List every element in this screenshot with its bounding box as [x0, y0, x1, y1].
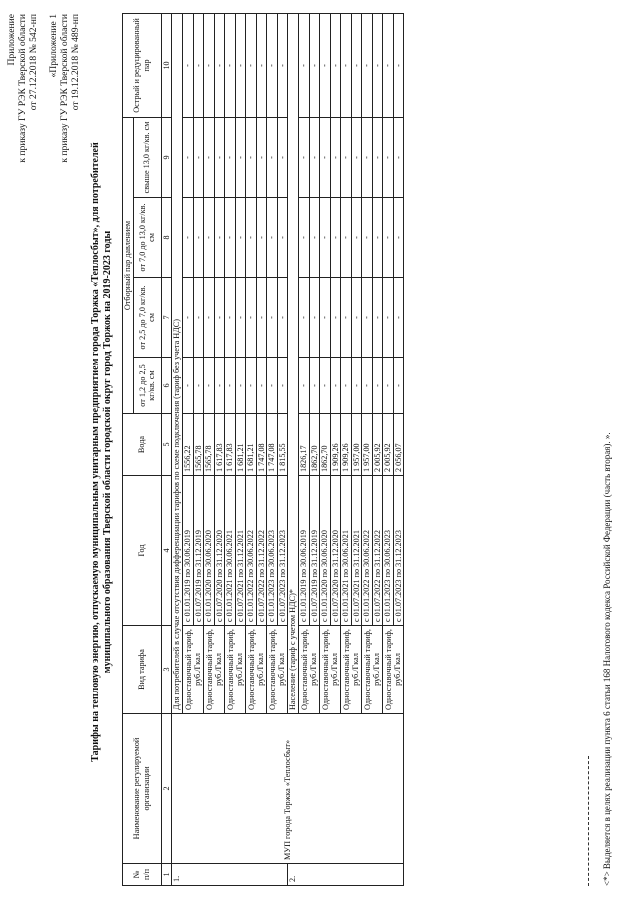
empty-value: -: [320, 13, 331, 117]
empty-value: -: [299, 13, 310, 117]
empty-value: -: [372, 198, 383, 278]
empty-value: -: [183, 278, 194, 358]
empty-value: -: [256, 198, 267, 278]
water-value: 1 815,55: [277, 414, 288, 476]
empty-value: -: [341, 13, 352, 117]
empty-value: -: [225, 117, 236, 197]
water-value: 2 056,07: [393, 414, 404, 476]
empty-value: -: [309, 13, 320, 117]
empty-value: -: [341, 117, 352, 197]
tariff-kind: Одноставочный тариф, руб./Гкал: [299, 626, 320, 714]
empty-value: -: [183, 117, 194, 197]
empty-value: -: [235, 278, 246, 358]
empty-value: -: [372, 278, 383, 358]
column-number: 2: [161, 714, 172, 864]
period: с 01.07.2022 по 31.12.2022: [372, 476, 383, 626]
header-line: «Приложение 1: [48, 14, 59, 78]
empty-value: -: [330, 278, 341, 358]
water-value: 1 747,08: [267, 414, 278, 476]
empty-value: -: [299, 278, 310, 358]
header-line: от 19.12.2018 № 489-нп: [70, 14, 81, 111]
empty-value: -: [351, 358, 362, 414]
water-value: 1826,17: [299, 414, 310, 476]
empty-value: -: [277, 198, 288, 278]
header-sharp-steam: Острый и редуцированный пар: [123, 13, 162, 117]
empty-value: -: [351, 278, 362, 358]
empty-value: -: [214, 358, 225, 414]
empty-value: -: [256, 13, 267, 117]
water-value: 1 909,26: [341, 414, 352, 476]
period: с 01.07.2021 по 31.12.2021: [235, 476, 246, 626]
organization-name: МУП города Торжка «Теплосбыт»: [172, 714, 404, 864]
water-value: 1862,70: [309, 414, 320, 476]
empty-value: -: [204, 13, 215, 117]
empty-value: -: [235, 117, 246, 197]
empty-value: -: [183, 358, 194, 414]
empty-value: -: [214, 278, 225, 358]
period: с 01.01.2019 по 30.06.2019: [299, 476, 310, 626]
empty-value: -: [330, 13, 341, 117]
header-pressure-1: от 1,2 до 2,5 кг/кв. см: [133, 358, 161, 414]
empty-value: -: [204, 198, 215, 278]
tariff-kind: Одноставочный тариф, руб./Гкал: [204, 626, 225, 714]
empty-value: -: [193, 278, 204, 358]
water-value: 1556,22: [183, 414, 194, 476]
tariff-kind: Одноставочный тариф, руб./Гкал: [225, 626, 246, 714]
column-number: 3: [161, 626, 172, 714]
tariff-kind: Одноставочный тариф, руб./Гкал: [320, 626, 341, 714]
header-line: от 27.12.2018 № 542-нп: [28, 14, 39, 111]
empty-value: -: [256, 278, 267, 358]
empty-value: -: [351, 198, 362, 278]
header-kind: Вид тарифа: [123, 626, 162, 714]
period: с 01.01.2020 по 30.06.2020: [320, 476, 331, 626]
column-number: 4: [161, 476, 172, 626]
empty-value: -: [277, 13, 288, 117]
empty-value: -: [183, 13, 194, 117]
appendix-header: [6, 14, 39, 163]
header-pressure-3: от 7,0 до 13,0 кг/кв. см: [133, 198, 161, 278]
empty-value: -: [341, 278, 352, 358]
header-pressure-2: от 2,5 до 7,0 кг/кв. см: [133, 278, 161, 358]
empty-value: -: [277, 117, 288, 197]
empty-value: -: [267, 198, 278, 278]
empty-value: -: [383, 13, 394, 117]
empty-value: -: [204, 117, 215, 197]
empty-value: -: [362, 198, 373, 278]
tariff-kind: Одноставочный тариф, руб./Гкал: [267, 626, 288, 714]
header-year: Год: [123, 476, 162, 626]
column-number: 5: [161, 414, 172, 476]
empty-value: -: [372, 358, 383, 414]
header-line: к приказу ГУ РЭК Тверской области: [17, 14, 28, 163]
empty-value: -: [320, 117, 331, 197]
empty-value: -: [193, 117, 204, 197]
tariff-kind: Одноставочный тариф, руб./Гкал: [362, 626, 383, 714]
header-pressure-4: свыше 13,0 кг/кв. см: [133, 117, 161, 197]
period: с 01.01.2021 по 30.06.2021: [341, 476, 352, 626]
column-number: 9: [161, 117, 172, 197]
empty-value: -: [267, 117, 278, 197]
empty-value: -: [341, 198, 352, 278]
water-value: 2 005,92: [372, 414, 383, 476]
empty-value: -: [235, 198, 246, 278]
period: с 01.01.2023 по 30.06.2023: [383, 476, 394, 626]
section-row: [172, 13, 183, 885]
empty-value: -: [393, 278, 404, 358]
water-value: 1 957,00: [351, 414, 362, 476]
header-no: № п/п: [123, 864, 162, 886]
column-number: 8: [161, 198, 172, 278]
column-number: 1: [161, 864, 172, 886]
footnote-separator: [588, 756, 589, 886]
empty-value: -: [351, 13, 362, 117]
empty-value: -: [383, 117, 394, 197]
period: с 01.07.2023 по 31.12.2023: [277, 476, 288, 626]
empty-value: -: [330, 117, 341, 197]
empty-value: -: [246, 358, 257, 414]
period: с 01.01.2023 по 30.06.2023: [267, 476, 278, 626]
empty-value: -: [246, 117, 257, 197]
empty-value: -: [320, 198, 331, 278]
empty-value: -: [393, 358, 404, 414]
empty-value: -: [341, 358, 352, 414]
empty-value: -: [256, 117, 267, 197]
empty-value: -: [372, 117, 383, 197]
water-value: 1565,78: [193, 414, 204, 476]
water-value: 1 957,00: [362, 414, 373, 476]
table-body: [172, 13, 404, 885]
empty-value: -: [362, 358, 373, 414]
tariff-kind: Одноставочный тариф, руб./Гкал: [341, 626, 362, 714]
period: с 01.07.2019 по 31.12.2019: [309, 476, 320, 626]
header-water: Вода: [123, 414, 162, 476]
empty-value: -: [214, 198, 225, 278]
header-line: к приказу ГУ РЭК Тверской области: [59, 14, 70, 163]
empty-value: -: [193, 198, 204, 278]
water-value: 1 747,08: [256, 414, 267, 476]
period: с 01.01.2020 по 30.06.2020: [204, 476, 215, 626]
empty-value: -: [393, 13, 404, 117]
period: с 01.07.2022 по 31.12.2022: [256, 476, 267, 626]
empty-value: -: [225, 278, 236, 358]
empty-value: -: [383, 198, 394, 278]
empty-value: -: [246, 13, 257, 117]
empty-value: -: [299, 358, 310, 414]
column-number: 7: [161, 278, 172, 358]
tariff-kind: Одноставочный тариф, руб./Гкал: [383, 626, 404, 714]
empty-value: -: [393, 198, 404, 278]
empty-value: -: [309, 117, 320, 197]
water-value: 1 681,21: [235, 414, 246, 476]
water-value: 1565,78: [204, 414, 215, 476]
row-number: 1.: [172, 864, 288, 886]
empty-value: -: [362, 278, 373, 358]
tariff-table: [122, 13, 404, 886]
empty-value: -: [225, 198, 236, 278]
empty-value: -: [193, 358, 204, 414]
header-steam: Отборный пар давлением: [123, 117, 134, 413]
empty-value: -: [183, 198, 194, 278]
empty-value: -: [299, 198, 310, 278]
empty-value: -: [309, 278, 320, 358]
column-numbers-row: [161, 13, 172, 885]
empty-value: -: [351, 117, 362, 197]
water-value: 1 909,26: [330, 414, 341, 476]
empty-value: -: [256, 358, 267, 414]
water-value: 1 681,21: [246, 414, 257, 476]
empty-value: -: [383, 358, 394, 414]
empty-value: -: [267, 13, 278, 117]
period: с 01.07.2020 по 31.12.2020: [214, 476, 225, 626]
empty-value: -: [225, 13, 236, 117]
empty-value: -: [320, 358, 331, 414]
row-number: 2.: [288, 864, 404, 886]
period: с 01.07.2023 по 31.12.2023: [393, 476, 404, 626]
water-value: 1 617,83: [225, 414, 236, 476]
column-number: 6: [161, 358, 172, 414]
empty-value: -: [246, 278, 257, 358]
empty-value: -: [309, 198, 320, 278]
section-label: Для потребителей в случае отсутствия дифференциации тарифов по схеме подключения (тариф без учета НДС): [172, 13, 183, 713]
period: с 01.01.2022 по 30.06.2022: [362, 476, 373, 626]
empty-value: -: [393, 117, 404, 197]
empty-value: -: [214, 117, 225, 197]
empty-value: -: [246, 198, 257, 278]
empty-value: -: [383, 278, 394, 358]
empty-value: -: [214, 13, 225, 117]
document-title: [90, 60, 114, 844]
header-org: Наименование регулируемой организации: [123, 714, 162, 864]
period: с 01.07.2019 по 31.12.2019: [193, 476, 204, 626]
empty-value: -: [277, 358, 288, 414]
water-value: 1862,70: [320, 414, 331, 476]
empty-value: -: [320, 278, 331, 358]
footnote: <*> Выделяется в целях реализации пункта 6 статьи 168 Налогового кодекса Российской Федерации (часть вторая). ».: [602, 432, 612, 886]
tariff-kind: Одноставочный тариф, руб./Гкал: [183, 626, 204, 714]
empty-value: -: [309, 358, 320, 414]
appendix-header-previous: [48, 14, 81, 163]
period: с 01.01.2022 по 30.06.2022: [246, 476, 257, 626]
empty-value: -: [225, 358, 236, 414]
tariff-kind: Одноставочный тариф, руб./Гкал: [246, 626, 267, 714]
empty-value: -: [204, 278, 215, 358]
column-number: 10: [161, 13, 172, 117]
empty-value: -: [330, 198, 341, 278]
period: с 01.01.2019 по 30.06.2019: [183, 476, 194, 626]
title-line: муниципального образования Тверской области городской округ город Торжок на 2019-2023 годы: [102, 230, 113, 674]
empty-value: -: [267, 358, 278, 414]
title-line: Тарифы на тепловую энергию, отпускаемую муниципальным унитарным предприятием города Торжка «Теплосбыт», для потребителей: [90, 142, 101, 762]
water-value: 1 617,83: [214, 414, 225, 476]
period: с 01.01.2021 по 30.06.2021: [225, 476, 236, 626]
empty-value: -: [204, 358, 215, 414]
water-value: 2 005,92: [383, 414, 394, 476]
header-line: Приложение: [6, 14, 17, 66]
empty-value: -: [193, 13, 204, 117]
empty-value: -: [330, 358, 341, 414]
empty-value: -: [267, 278, 278, 358]
empty-value: -: [277, 278, 288, 358]
period: с 01.07.2020 по 31.12.2020: [330, 476, 341, 626]
empty-value: -: [362, 13, 373, 117]
section-label: Население (тариф с учетом НДС)*: [288, 13, 299, 713]
empty-value: -: [235, 358, 246, 414]
empty-value: -: [299, 117, 310, 197]
empty-value: -: [372, 13, 383, 117]
empty-value: -: [362, 117, 373, 197]
empty-value: -: [235, 13, 246, 117]
period: с 01.07.2021 по 31.12.2021: [351, 476, 362, 626]
